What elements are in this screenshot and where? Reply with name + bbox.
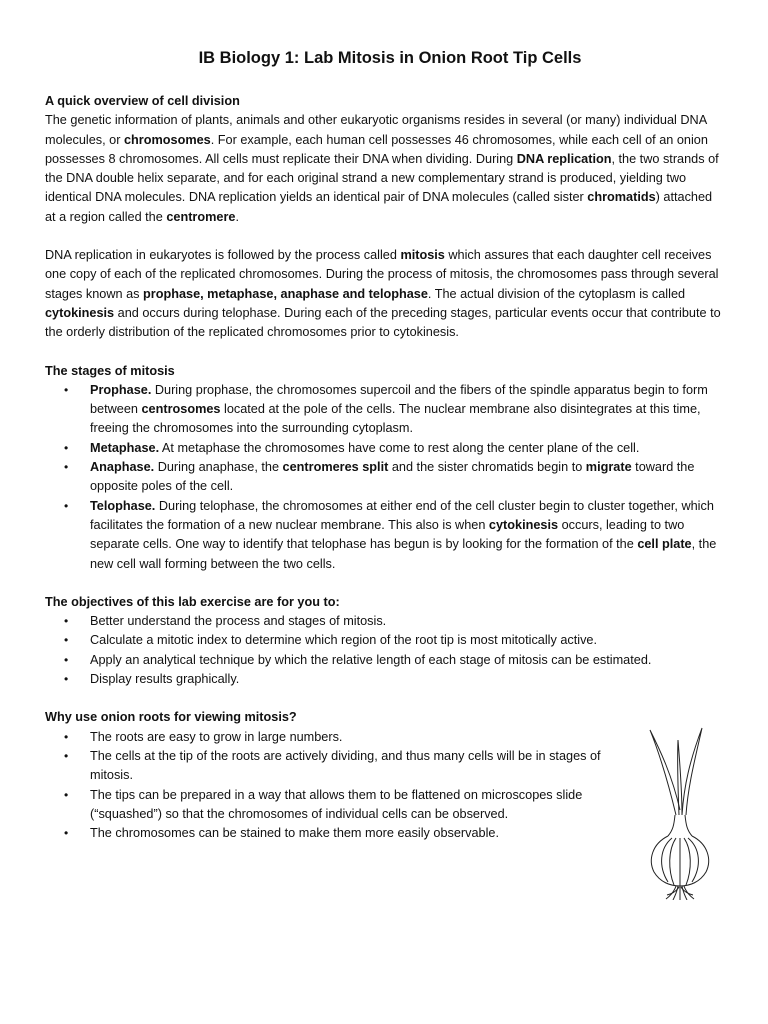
- bold-term: centrosomes: [141, 402, 221, 417]
- onion-reasons-list: [45, 728, 725, 844]
- list-item: • The roots are easy to grow in large numbers.: [45, 728, 725, 747]
- objectives-heading: The objectives of this lab exercise are for you to:: [45, 594, 340, 609]
- objectives-section: [45, 593, 725, 689]
- bold-term: DNA replication: [516, 151, 612, 166]
- bullet: •: [64, 729, 69, 744]
- list-item: • Better understand the process and stages of mitosis.: [45, 612, 725, 631]
- stages-list: [45, 381, 725, 574]
- bullet: •: [64, 614, 69, 629]
- onion-bulb-illustration: [640, 720, 720, 900]
- bold-term: mitosis: [400, 248, 445, 263]
- bullet: •: [64, 382, 69, 397]
- stage-telophase: • Telophase. During telophase, the chromosomes at either end of the cell cluster begin to cluster together, which facilitates the formation of a new nuclear membrane. This also is when cytokinesis occurs, leading to two separate cells. One way to identify that telophase has begun is by looking for the formation of the cell plate, the new cell wall forming between the two cells.: [64, 498, 717, 571]
- bold-term: prophase, metaphase, anaphase and telophase: [143, 286, 428, 301]
- page-title: IB Biology 1: Lab Mitosis in Onion Root Tip Cells: [198, 49, 582, 67]
- bullet: •: [64, 633, 69, 648]
- stage-prophase: • Prophase. During prophase, the chromosomes supercoil and the fibers of the spindle apparatus begin to form between centrosomes located at the pole of the cells. The nuclear membrane also disintegrates at this time, freeing the chromosomes into the surrounding cytoplasm.: [64, 382, 708, 436]
- stage-metaphase: • Metaphase. At metaphase the chromosomes have come to rest along the center plane of the cell.: [45, 439, 725, 458]
- list-item: • Calculate a mitotic index to determine which region of the root tip is most mitotically active.: [45, 631, 725, 650]
- overview-paragraph-1: The genetic information of plants, animals and other eukaryotic organisms resides in several (or many) individual DNA molecules, or chromosomes. For example, each human cell possesses 46 chromosomes, while each cell of an onion possesses 8 chromosomes. All cells must replicate their DNA when dividing. During DNA replication, the two strands of the DNA double helix separate, and for each original strand a new complementary strand is produced, yielding two identical DNA molecules. DNA replication yields an identical pair of DNA molecules (called sister chromatids) attached at a region called the centromere.: [45, 113, 719, 224]
- bold-term: chromosomes: [123, 132, 211, 147]
- stages-section: [45, 362, 725, 574]
- bold-term: cytokinesis: [488, 517, 559, 532]
- list-item: • The cells at the tip of the roots are actively dividing, and thus many cells will be in stages of mitosis.: [64, 748, 601, 783]
- bold-term: centromeres split: [282, 460, 389, 475]
- bold-term: Prophase.: [90, 382, 152, 397]
- bullet: •: [64, 440, 69, 455]
- bullet: •: [64, 652, 69, 667]
- bullet: •: [64, 826, 69, 841]
- bold-term: chromatids: [587, 190, 656, 205]
- bold-term: cell plate: [637, 537, 692, 552]
- bullet: •: [64, 748, 69, 763]
- onion-heading: Why use onion roots for viewing mitosis?: [45, 710, 297, 725]
- bold-term: centromere: [166, 209, 236, 224]
- bullet: •: [64, 672, 69, 687]
- bold-term: Anaphase.: [90, 460, 155, 475]
- bold-term: cytokinesis: [45, 305, 115, 320]
- stages-heading: The stages of mitosis: [45, 363, 175, 378]
- document-page: [45, 46, 725, 862]
- overview-paragraph-2: DNA replication in eukaryotes is followed by the process called mitosis which assures that each daughter cell receives one copy of each of the replicated chromosomes. During the process of mitosis, the chromosomes pass through several stages known as prophase, metaphase, anaphase and telophase. The actual division of the cytoplasm is called cytokinesis and occurs during telophase. During each of the preceding stages, particular events occur that contribute to the orderly distribution of the replicated chromosomes prior to cytokinesis.: [45, 248, 721, 340]
- list-item: • The chromosomes can be stained to make them more easily observable.: [45, 824, 725, 843]
- objectives-list: [45, 612, 725, 689]
- list-item: • Display results graphically.: [45, 670, 725, 689]
- bullet: •: [64, 787, 69, 802]
- bold-term: migrate: [585, 460, 632, 475]
- list-item: • The tips can be prepared in a way that allows them to be flattened on microscopes slide (“squashed”) so that the chromosomes of individual cells can be observed.: [64, 787, 583, 821]
- bold-term: Telophase.: [90, 498, 156, 513]
- bullet: •: [64, 460, 69, 475]
- onion-section: [45, 708, 725, 843]
- bold-term: Metaphase.: [90, 440, 160, 455]
- list-item: • Apply an analytical technique by which the relative length of each stage of mitosis can be estimated.: [45, 651, 725, 670]
- bullet: •: [64, 498, 69, 513]
- overview-heading: A quick overview of cell division: [45, 94, 240, 108]
- stage-anaphase: • Anaphase. During anaphase, the centromeres split and the sister chromatids begin to migrate toward the opposite poles of the cell.: [64, 460, 695, 494]
